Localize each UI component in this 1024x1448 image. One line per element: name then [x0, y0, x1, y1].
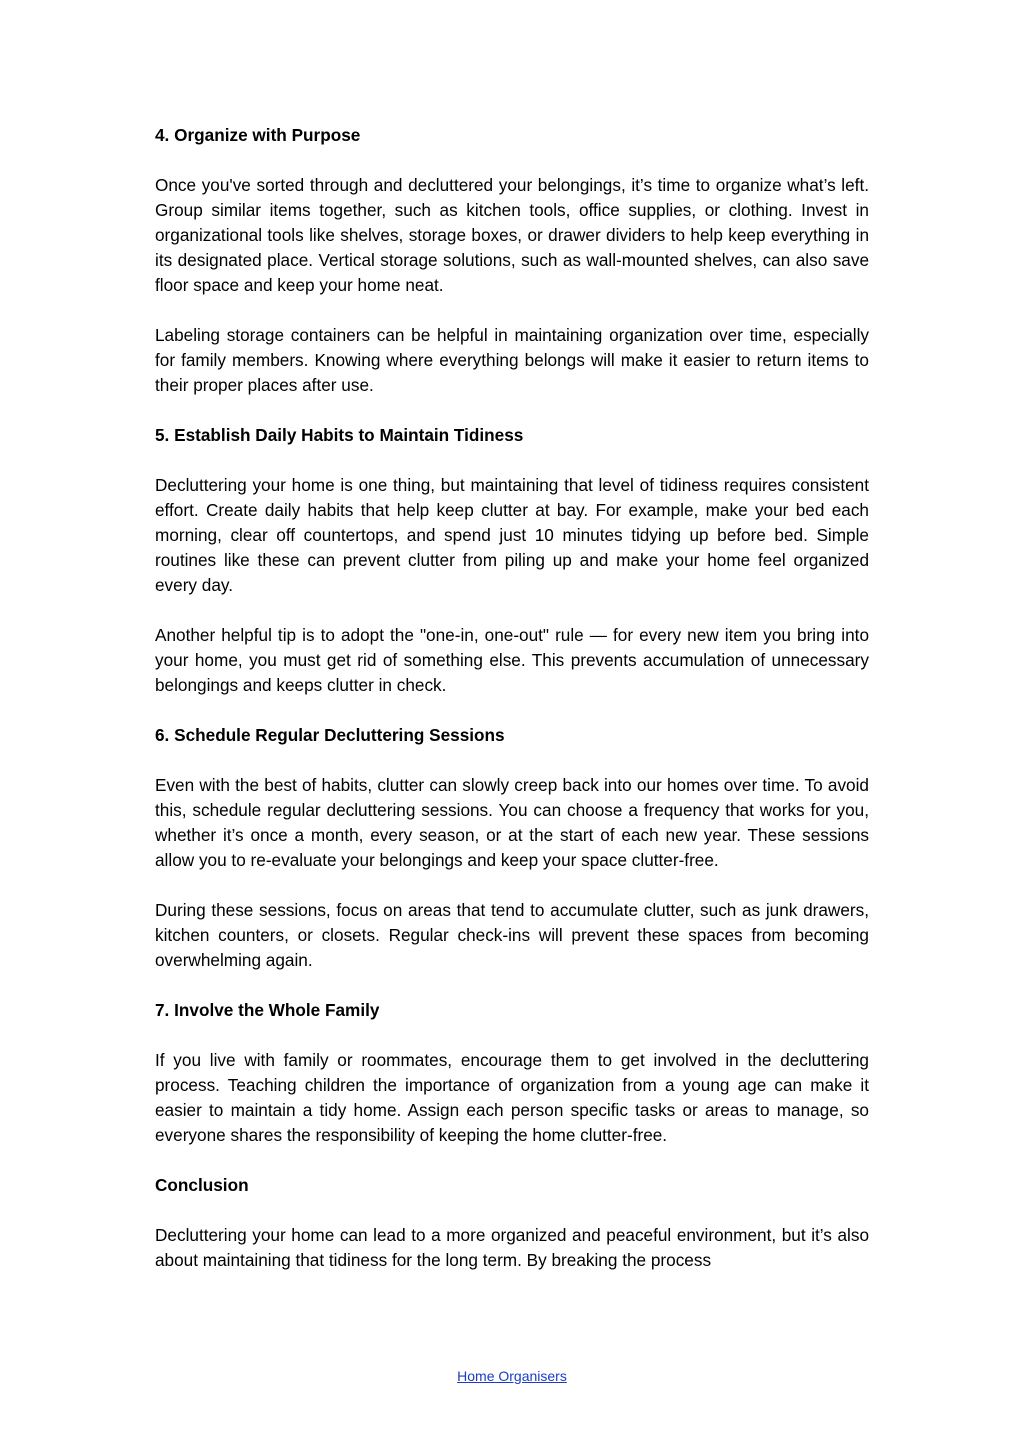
section-heading: Conclusion — [155, 1175, 249, 1195]
footer-link-home-organisers[interactable]: Home Organisers — [457, 1368, 567, 1384]
paragraph: Even with the best of habits, clutter can slowly creep back into our homes over time. To avoid this, schedule regular decluttering sessions. You can choose a frequency that works for you, whether it’s once a month, every season, or at the start of each new year. These sessions allow you to re-evaluate your belongings and keep your space clutter-free. — [155, 775, 869, 870]
section-organize — [155, 123, 869, 398]
paragraph: Once you've sorted through and decluttered your belongings, it’s time to organize what’s left. Group similar items together, such as kitchen tools, office supplies, or clothing. Invest in organizational tools like shelves, storage boxes, or drawer dividers to help keep everything in its designated place. Vertical storage solutions, such as wall-mounted shelves, can also save floor space and keep your home neat. — [155, 175, 869, 295]
paragraph: Labeling storage containers can be helpful in maintaining organization over time, especially for family members. Knowing where everything belongs will make it easier to return items to their proper places after use. — [155, 325, 869, 395]
document-body — [155, 123, 869, 1298]
section-heading: 5. Establish Daily Habits to Maintain Tidiness — [155, 425, 524, 445]
page-footer — [0, 1366, 1024, 1386]
paragraph: If you live with family or roommates, encourage them to get involved in the decluttering process. Teaching children the importance of organization from a young age can make it easier to maintain a tidy home. Assign each person specific tasks or areas to manage, so everyone shares the responsibility of keeping the home clutter-free. — [155, 1050, 869, 1145]
section-conclusion — [155, 1173, 869, 1273]
section-heading: 6. Schedule Regular Decluttering Sessions — [155, 725, 505, 745]
section-heading: 4. Organize with Purpose — [155, 125, 361, 145]
paragraph: During these sessions, focus on areas that tend to accumulate clutter, such as junk drawers, kitchen counters, or closets. Regular check-ins will prevent these spaces from becoming overwhelming again. — [155, 900, 869, 970]
section-regular-sessions — [155, 723, 869, 973]
section-whole-family — [155, 998, 869, 1148]
section-heading: 7. Involve the Whole Family — [155, 1000, 380, 1020]
paragraph: Another helpful tip is to adopt the "one-in, one-out" rule — for every new item you bring into your home, you must get rid of something else. This prevents accumulation of unnecessary belongings and keeps clutter in check. — [155, 625, 869, 695]
paragraph: Decluttering your home can lead to a more organized and peaceful environment, but it’s also about maintaining that tidiness for the long term. By breaking the process — [155, 1225, 869, 1270]
section-daily-habits — [155, 423, 869, 698]
paragraph: Decluttering your home is one thing, but maintaining that level of tidiness requires consistent effort. Create daily habits that help keep clutter at bay. For example, make your bed each morning, clear off countertops, and spend just 10 minutes tidying up before bed. Simple routines like these can prevent clutter from piling up and make your home feel organized every day. — [155, 475, 869, 595]
